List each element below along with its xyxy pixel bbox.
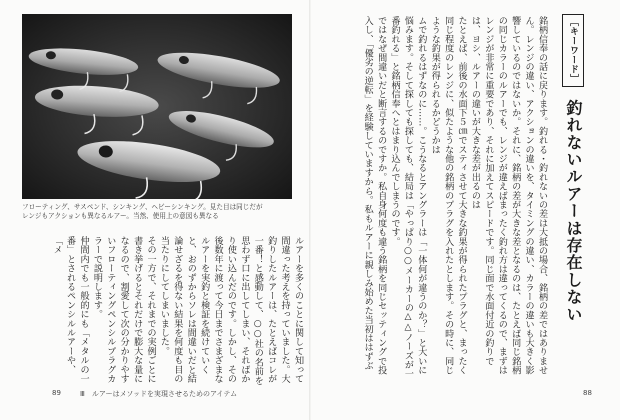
paragraph: その一方で、それまでの実例ごとに書き挙げるとそれだけで膨大な量になるので、割愛して次の分かりやすいフローティングペンシルプラグカラーで説明します。 xyxy=(91,236,156,384)
keyword-tag: ［キーワード］ xyxy=(562,14,584,87)
section-title: 釣れないルアーは存在しない xyxy=(564,99,583,323)
caption-line: フローティング、サスペンド、シンキング、ヘビーシンキング。見た目は同じだが xyxy=(22,203,263,211)
left-page-body xyxy=(24,236,304,386)
right-page-number: 88 xyxy=(583,389,592,397)
paragraph: ではなぜ間違いだと断言するのですか。私自身何度も違う銘柄を同じセッティングで投入し、「優劣の逆転」を経験していますから。私もルアーに親しみ始めた当初ははずぶ xyxy=(362,16,387,375)
section-headline xyxy=(562,14,584,323)
photo-caption xyxy=(22,203,292,221)
paragraph: ルアーを多くのことに関して知って間違った考えを持っていました。大釣りしたルアーは、たとえばコレが一番！と感動して、○○社の名前を思わず口に出してしまい、そればかり使い込んだのです。しかし、その後数年に渡って今日までさまざまなルアーを実釣と検証を続けていくと、おのずからソレは間違いだと結論せざるを得ない結果を何度も目の当たりにしてしまいました。 xyxy=(158,236,303,385)
page-footer xyxy=(0,387,620,401)
left-page-number: 89 xyxy=(52,389,61,397)
caption-line: レンジもアクションも異なるルアー。当然、使用上の意図も異なる xyxy=(22,212,219,220)
paragraph: 銘柄信奉の話に戻ります。釣れる・釣れないの差は大抵の場合、銘柄の差ではありません。レンジの違い、アクションの違いを、タイミングの違い、カラーの違いも大きく影響しているのではないか。それに、銘柄の差が大きな差となるのは、たとえば同じ銘柄の同じカラーのルアーでも、レンジが違えばまったく釣れ方は違ってくるので、まずはレンジが非常に重要であり、それに加えてスピードです。同じ面で水面付近の釣りでは、ヨシ、ルアーの違いが大きな差が出るのは xyxy=(469,16,547,375)
paragraph: ムで釣れるはずなのに……。こうなるとアングラーは「一体何が違うのか？」と大いに悩みます。そして探しても探しても、結局は「やっぱり○○メーカーの△△ノーズが一番釣れる」と銘柄信奉へとはまり込んでしまうのです。 xyxy=(389,16,427,379)
paragraph: たとえば、前後の水面下５㎝でスティさせて大きな釣果が得られたプラグと、まったく同じ程度のレンジに、似たような他の銘柄のプラグを入れたとします。その時に、同じような釣果が得られるかどうかは xyxy=(429,16,467,375)
right-page-body xyxy=(308,16,548,382)
paragraph: 仲間内でも一般的にも「メタルの一番」とされるペンシルルアーや、「メ xyxy=(51,236,89,384)
fishing-lures-photo xyxy=(22,14,292,199)
running-head: Ⅲ ルアーはメソッドを実現させるためのアイテム xyxy=(80,390,238,398)
